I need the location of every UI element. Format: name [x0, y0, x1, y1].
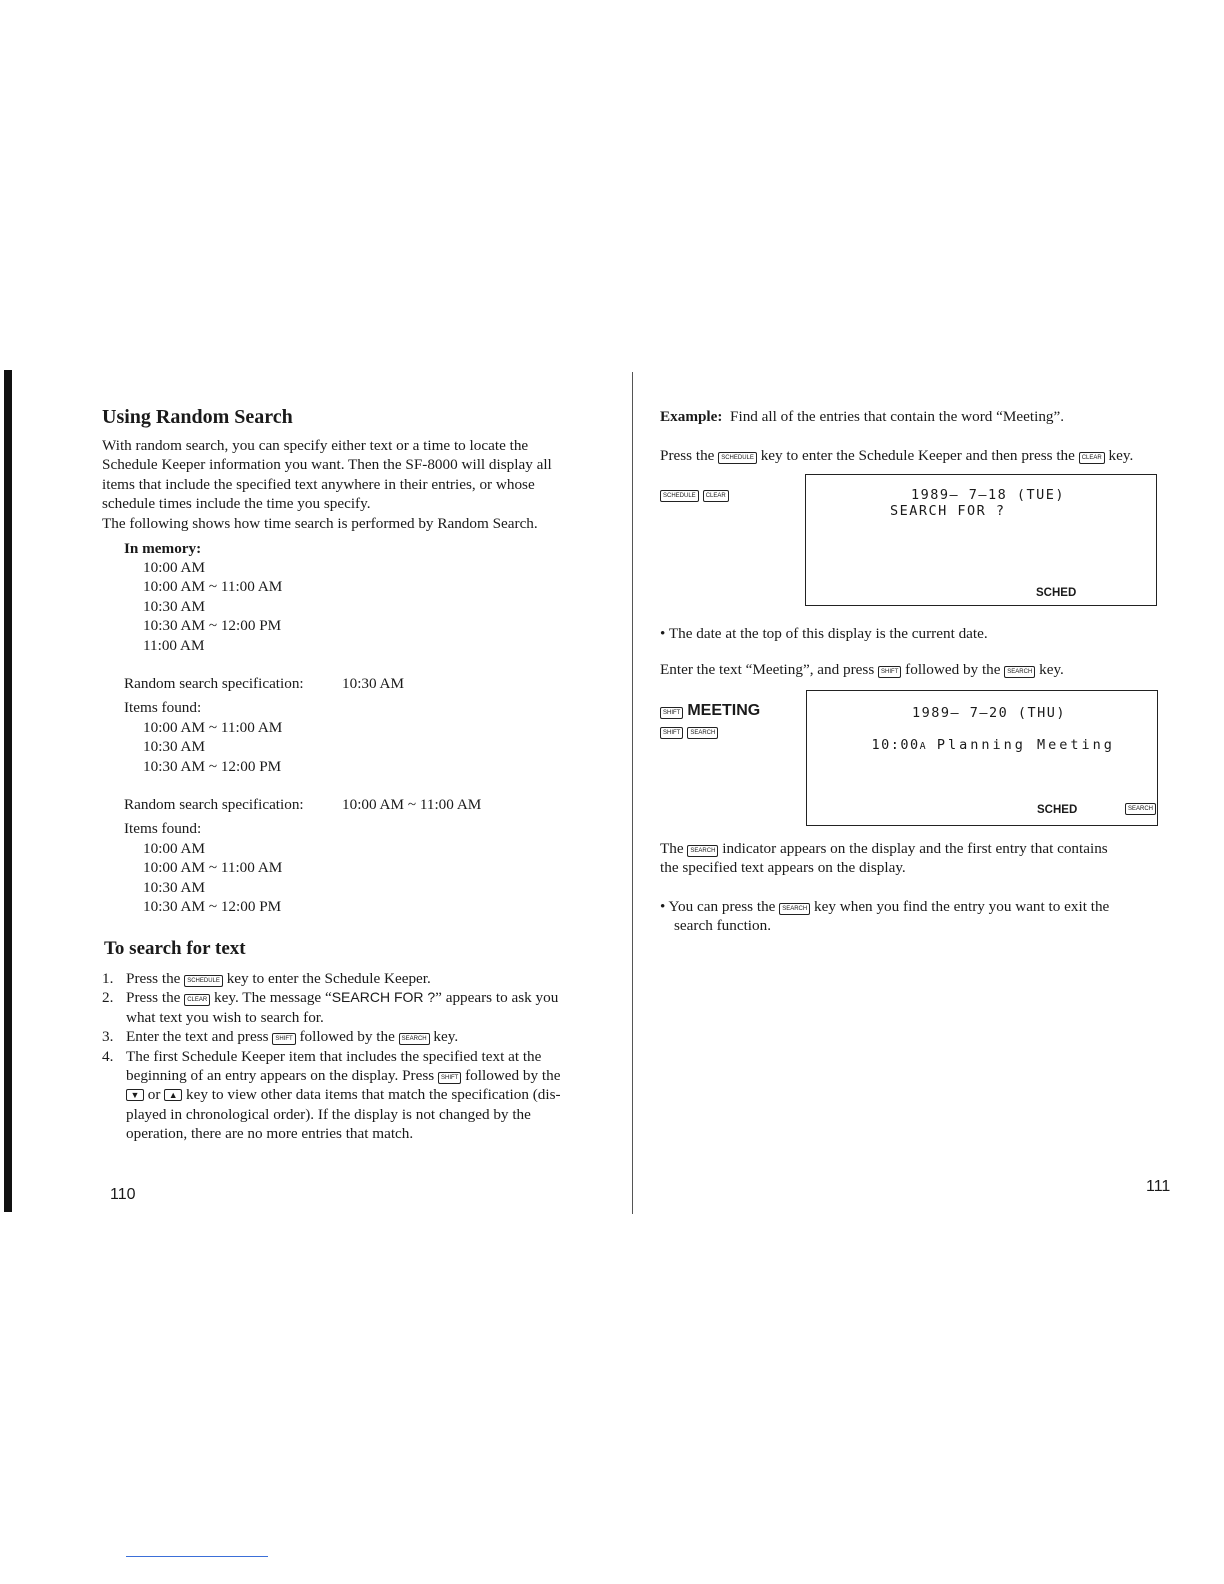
- steps-list: [102, 969, 610, 1144]
- bottom-rule: [126, 1556, 268, 1557]
- step-text: Enter the text and press: [126, 1028, 269, 1046]
- bullet-text: search function.: [674, 917, 771, 935]
- memory-item: 10:00 AM: [143, 559, 206, 576]
- search-key-icon: SEARCH: [1004, 666, 1035, 678]
- step-text: followed by the: [465, 1067, 561, 1085]
- page-spine-divider: [632, 372, 633, 1214]
- paragraph-text: The: [660, 840, 684, 857]
- instruction-text: Enter the text “Meeting”, and press: [660, 661, 875, 678]
- subsection-heading: To search for text: [104, 938, 246, 959]
- indicator-paragraph: [660, 839, 1162, 878]
- instruction-text: followed by the: [905, 661, 1001, 678]
- found2-list: [143, 839, 282, 917]
- lcd-date-line: 1989– 7–18 (TUE): [911, 487, 1066, 503]
- step-number: 3.: [102, 1028, 114, 1046]
- search-key-icon: SEARCH: [399, 1033, 430, 1045]
- shift-key-icon: SHIFT: [660, 727, 683, 739]
- step-text: what text you wish to search for.: [126, 1008, 324, 1026]
- spec1-value: 10:30 AM: [342, 675, 405, 692]
- search-indicator-icon: SEARCH: [1125, 803, 1156, 815]
- memory-item: 11:00 AM: [143, 636, 205, 654]
- search-key-icon: SEARCH: [687, 727, 718, 739]
- keystroke-sequence-1: [660, 485, 729, 503]
- found-item: 10:30 AM: [143, 738, 206, 756]
- bullet-text: key when you find the entry you want to exit the: [814, 898, 1110, 915]
- example-line: [660, 407, 1064, 426]
- found1-label: Items found:: [124, 699, 202, 716]
- lcd-display-1: [805, 474, 1157, 606]
- press-instruction: [660, 446, 1133, 465]
- step-text: key. The message “: [214, 989, 332, 1007]
- instruction-text: Press the: [660, 447, 715, 464]
- memory-item: 10:30 AM: [143, 597, 206, 615]
- lcd-date-line: 1989– 7–20 (THU): [912, 705, 1067, 721]
- message-text: SEARCH FOR ?: [331, 989, 436, 1006]
- memory-list: [143, 558, 282, 655]
- paragraph-text: the specified text appears on the display.: [660, 859, 906, 877]
- search-key-icon: SEARCH: [687, 845, 718, 857]
- step-number: 1.: [102, 970, 114, 987]
- step-text: played in chronological order). If the display is not changed by the: [126, 1105, 531, 1123]
- found-item: 10:30 AM: [143, 878, 206, 896]
- step-1: [102, 969, 610, 988]
- step-text: or: [147, 1086, 161, 1104]
- step-text: Press the: [126, 989, 181, 1007]
- spec2-value: 10:00 AM ~ 11:00 AM: [342, 796, 482, 813]
- section-heading: Using Random Search: [102, 406, 293, 428]
- example-label: Example:: [660, 408, 723, 425]
- schedule-key-icon: SCHEDULE: [660, 490, 699, 502]
- step-text: key.: [433, 1028, 459, 1046]
- step-4: [102, 1047, 610, 1144]
- intro-line: items that include the specified text anywhere in their entries, or whose: [102, 475, 535, 493]
- step-text: The first Schedule Keeper item that includes the specified text at the: [126, 1047, 542, 1065]
- found-item: 10:00 AM ~ 11:00 AM: [143, 719, 283, 736]
- found-item: 10:00 AM ~ 11:00 AM: [143, 859, 283, 877]
- step-text: beginning of an entry appears on the display. Press: [126, 1067, 435, 1085]
- step-text: key to view other data items that match the specification (dis-: [186, 1086, 561, 1104]
- found-item: 10:00 AM: [143, 840, 206, 857]
- instruction-text: key to enter the Schedule Keeper and then press the: [760, 447, 1075, 464]
- example-text: Find all of the entries that contain the word “Meeting”.: [730, 408, 1065, 425]
- typed-text: MEETING: [687, 702, 761, 719]
- step-text: Press the: [126, 970, 181, 987]
- bullet-exit-search: [660, 897, 1165, 936]
- paragraph-text: indicator appears on the display and the first entry that contains: [722, 840, 1108, 857]
- shift-key-icon: SHIFT: [878, 666, 901, 678]
- lcd-entry-line: [833, 721, 1115, 769]
- lcd-display-2: [806, 690, 1158, 826]
- step-2: [102, 988, 610, 1027]
- found-item: 10:30 AM ~ 12:00 PM: [143, 898, 282, 916]
- clear-key-icon: CLEAR: [184, 994, 210, 1006]
- keystroke-sequence-2: [660, 702, 760, 740]
- clear-key-icon: CLEAR: [1079, 452, 1105, 464]
- intro-paragraph: [102, 436, 607, 533]
- step-text: followed by the: [299, 1028, 395, 1046]
- shift-key-icon: SHIFT: [438, 1072, 461, 1084]
- memory-item: 10:00 AM ~ 11:00 AM: [143, 578, 283, 596]
- step-text: operation, there are no more entries that match.: [126, 1125, 414, 1143]
- schedule-key-icon: SCHEDULE: [718, 452, 757, 464]
- intro-line: Schedule Keeper information you want. Then the SF-8000 will display all: [102, 456, 552, 474]
- step-number: 4.: [102, 1047, 114, 1065]
- step-text: ” appears to ask you: [435, 989, 559, 1007]
- step-text: key to enter the Schedule Keeper.: [226, 970, 431, 987]
- lcd-prompt-line: SEARCH FOR ?: [890, 503, 1006, 519]
- spec1-label: Random search specification:: [124, 675, 304, 692]
- bullet-text: • You can press the: [660, 898, 776, 915]
- instruction-text: key.: [1039, 661, 1064, 678]
- memory-item: 10:30 AM ~ 12:00 PM: [143, 617, 282, 635]
- clear-key-icon: CLEAR: [703, 490, 729, 502]
- scan-edge-bar: [4, 370, 12, 1212]
- found1-list: [143, 718, 282, 776]
- intro-line: schedule times include the time you specify.: [102, 495, 371, 513]
- shift-key-icon: SHIFT: [272, 1033, 295, 1045]
- page-number-right: 111: [1146, 1178, 1171, 1195]
- sched-indicator: SCHED: [1037, 804, 1078, 816]
- intro-line: With random search, you can specify either text or a time to locate the: [102, 437, 529, 454]
- search-key-icon: SEARCH: [779, 903, 810, 915]
- step-3: [102, 1027, 610, 1046]
- page-number-left: 110: [110, 1186, 136, 1203]
- spec2-label: Random search specification:: [124, 796, 304, 813]
- instruction-text: key.: [1108, 447, 1134, 464]
- shift-key-icon: SHIFT: [660, 707, 683, 719]
- sched-indicator: SCHED: [1036, 587, 1077, 599]
- bullet-current-date: • The date at the top of this display is the current date.: [660, 625, 988, 642]
- enter-instruction: [660, 660, 1064, 679]
- entry-ampm: A: [919, 741, 928, 752]
- intro-line: The following shows how time search is performed by Random Search.: [102, 514, 538, 532]
- entry-time: 10:00: [871, 737, 920, 753]
- found2-label: Items found:: [124, 820, 202, 837]
- schedule-key-icon: SCHEDULE: [184, 975, 223, 987]
- step-number: 2.: [102, 989, 114, 1007]
- entry-text: Planning Meeting: [936, 737, 1115, 753]
- in-memory-label: In memory:: [124, 540, 202, 557]
- up-arrow-key-icon: ▲: [164, 1089, 182, 1101]
- found-item: 10:30 AM ~ 12:00 PM: [143, 757, 282, 775]
- down-arrow-key-icon: ▼: [126, 1089, 144, 1101]
